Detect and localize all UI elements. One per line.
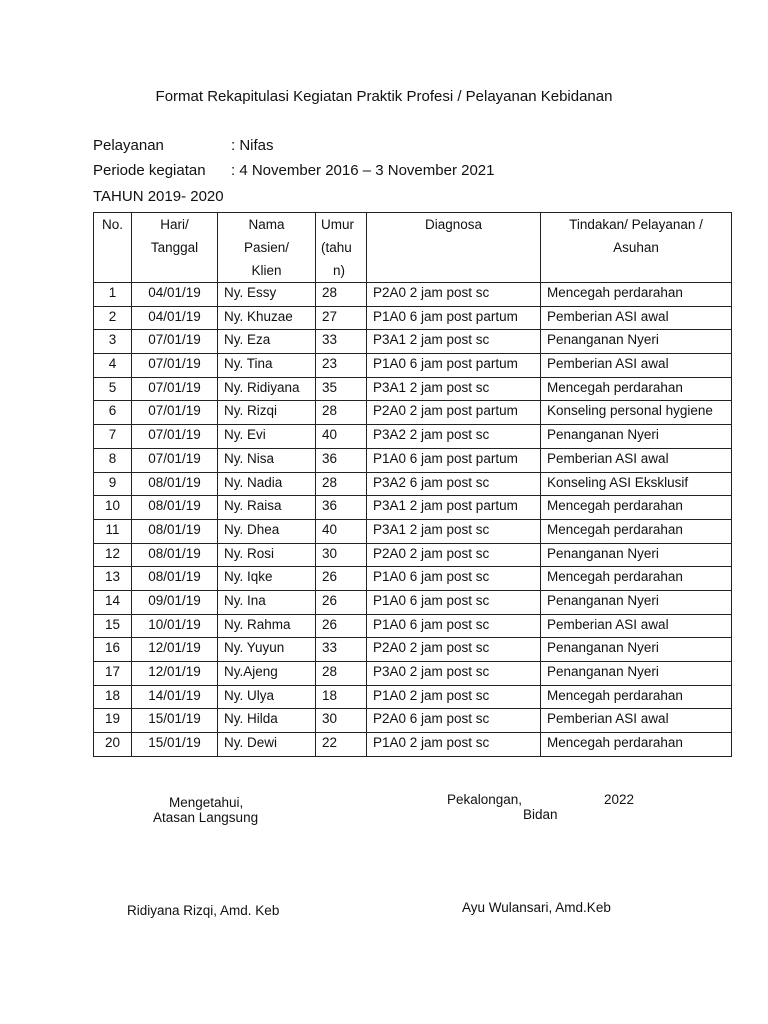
table-row — [94, 590, 732, 614]
table-row — [94, 709, 732, 733]
cell-umur: 22 — [316, 733, 367, 757]
cell-diagnosa: P3A1 2 jam post sc — [367, 330, 541, 354]
cell-no: 15 — [94, 614, 132, 638]
cell-tanggal: 12/01/19 — [132, 638, 218, 662]
cell-tanggal: 08/01/19 — [132, 567, 218, 591]
cell-diagnosa: P1A0 6 jam post partum — [367, 354, 541, 378]
cell-diagnosa: P3A0 2 jam post sc — [367, 662, 541, 686]
cell-nama: Ny. Iqke — [218, 567, 316, 591]
cell-umur: 26 — [316, 567, 367, 591]
cell-no: 4 — [94, 354, 132, 378]
table-row — [94, 733, 732, 757]
document-title: Format Rekapitulasi Kegiatan Praktik Profesi / Pelayanan Kebidanan — [155, 88, 613, 105]
header-nama: Nama Pasien/ Klien — [218, 213, 316, 283]
cell-diagnosa: P3A2 2 jam post sc — [367, 425, 541, 449]
cell-diagnosa: P2A0 2 jam post sc — [367, 283, 541, 307]
cell-nama: Ny.Ajeng — [218, 662, 316, 686]
sig-right-name: Ayu Wulansari, Amd.Keb — [462, 900, 611, 915]
cell-nama: Ny. Rosi — [218, 543, 316, 567]
cell-tanggal: 04/01/19 — [132, 306, 218, 330]
cell-tanggal: 08/01/19 — [132, 496, 218, 520]
cell-tindakan: Konseling personal hygiene — [541, 401, 732, 425]
sig-atasan: Atasan Langsung — [153, 810, 259, 825]
cell-no: 19 — [94, 709, 132, 733]
cell-nama: Ny. Khuzae — [218, 306, 316, 330]
sig-mengetahui: Mengetahui, — [169, 795, 244, 810]
cell-no: 20 — [94, 733, 132, 757]
info-periode — [93, 162, 495, 179]
cell-nama: Ny. Evi — [218, 425, 316, 449]
cell-no: 13 — [94, 567, 132, 591]
table-body — [94, 283, 732, 757]
cell-no: 9 — [94, 472, 132, 496]
cell-diagnosa: P2A0 2 jam post sc — [367, 543, 541, 567]
cell-no: 12 — [94, 543, 132, 567]
cell-tanggal: 07/01/19 — [132, 377, 218, 401]
cell-tanggal: 09/01/19 — [132, 590, 218, 614]
cell-nama: Ny. Rizqi — [218, 401, 316, 425]
cell-tindakan: Mencegah perdarahan — [541, 685, 732, 709]
cell-diagnosa: P2A0 2 jam post sc — [367, 638, 541, 662]
cell-no: 5 — [94, 377, 132, 401]
cell-umur: 30 — [316, 543, 367, 567]
cell-nama: Ny. Rahma — [218, 614, 316, 638]
cell-tanggal: 04/01/19 — [132, 283, 218, 307]
info-tahun: TAHUN 2019- 2020 — [93, 188, 224, 205]
cell-nama: Ny. Tina — [218, 354, 316, 378]
cell-tindakan: Pemberian ASI awal — [541, 354, 732, 378]
table-row — [94, 448, 732, 472]
sig-bidan: Bidan — [523, 807, 558, 822]
cell-tanggal: 07/01/19 — [132, 425, 218, 449]
header-tindakan: Tindakan/ Pelayanan / Asuhan — [541, 213, 732, 283]
cell-diagnosa: P1A0 6 jam post sc — [367, 590, 541, 614]
table-row — [94, 283, 732, 307]
cell-no: 10 — [94, 496, 132, 520]
table-row — [94, 330, 732, 354]
periode-value: : 4 November 2016 – 3 November 2021 — [231, 162, 495, 179]
cell-tindakan: Penanganan Nyeri — [541, 638, 732, 662]
cell-nama: Ny. Hilda — [218, 709, 316, 733]
cell-tanggal: 07/01/19 — [132, 448, 218, 472]
cell-tindakan: Penanganan Nyeri — [541, 425, 732, 449]
cell-tindakan: Penanganan Nyeri — [541, 543, 732, 567]
sig-place: Pekalongan, — [447, 792, 523, 807]
cell-diagnosa: P1A0 6 jam post sc — [367, 567, 541, 591]
rekap-table — [93, 212, 732, 757]
pelayanan-label: Pelayanan — [93, 137, 164, 154]
table-header-row — [94, 213, 732, 283]
cell-no: 17 — [94, 662, 132, 686]
cell-nama: Ny. Nadia — [218, 472, 316, 496]
cell-tanggal: 07/01/19 — [132, 354, 218, 378]
cell-umur: 27 — [316, 306, 367, 330]
cell-no: 16 — [94, 638, 132, 662]
cell-tindakan: Mencegah perdarahan — [541, 496, 732, 520]
table-row — [94, 519, 732, 543]
header-umur: Umur (tahu n) — [316, 213, 367, 283]
cell-diagnosa: P3A1 2 jam post sc — [367, 519, 541, 543]
cell-tanggal: 15/01/19 — [132, 709, 218, 733]
cell-diagnosa: P1A0 6 jam post sc — [367, 614, 541, 638]
cell-umur: 35 — [316, 377, 367, 401]
cell-diagnosa: P1A0 2 jam post sc — [367, 685, 541, 709]
cell-diagnosa: P3A1 2 jam post partum — [367, 496, 541, 520]
table-row — [94, 472, 732, 496]
table-row — [94, 685, 732, 709]
cell-diagnosa: P1A0 6 jam post partum — [367, 448, 541, 472]
header-no: No. — [94, 213, 132, 283]
cell-tindakan: Penanganan Nyeri — [541, 330, 732, 354]
cell-umur: 26 — [316, 614, 367, 638]
cell-diagnosa: P3A1 2 jam post sc — [367, 377, 541, 401]
cell-nama: Ny. Ulya — [218, 685, 316, 709]
cell-umur: 26 — [316, 590, 367, 614]
cell-nama: Ny. Nisa — [218, 448, 316, 472]
cell-diagnosa: P2A0 6 jam post sc — [367, 709, 541, 733]
cell-no: 8 — [94, 448, 132, 472]
table-row — [94, 425, 732, 449]
periode-label: Periode kegiatan — [93, 162, 206, 179]
cell-nama: Ny. Dewi — [218, 733, 316, 757]
table-row — [94, 401, 732, 425]
cell-tindakan: Mencegah perdarahan — [541, 519, 732, 543]
cell-tindakan: Mencegah perdarahan — [541, 283, 732, 307]
cell-umur: 36 — [316, 496, 367, 520]
table-row — [94, 543, 732, 567]
cell-tanggal: 15/01/19 — [132, 733, 218, 757]
cell-umur: 36 — [316, 448, 367, 472]
cell-tindakan: Mencegah perdarahan — [541, 733, 732, 757]
cell-tanggal: 12/01/19 — [132, 662, 218, 686]
cell-diagnosa: P1A0 2 jam post sc — [367, 733, 541, 757]
cell-tindakan: Pemberian ASI awal — [541, 306, 732, 330]
cell-tindakan: Konseling ASI Eksklusif — [541, 472, 732, 496]
cell-umur: 18 — [316, 685, 367, 709]
cell-no: 14 — [94, 590, 132, 614]
cell-diagnosa: P1A0 6 jam post partum — [367, 306, 541, 330]
table-row — [94, 354, 732, 378]
cell-tindakan: Penanganan Nyeri — [541, 662, 732, 686]
header-diagnosa: Diagnosa — [367, 213, 541, 283]
cell-tindakan: Pemberian ASI awal — [541, 709, 732, 733]
cell-tanggal: 07/01/19 — [132, 401, 218, 425]
cell-nama: Ny. Ridiyana — [218, 377, 316, 401]
table-row — [94, 377, 732, 401]
info-pelayanan — [93, 137, 274, 154]
cell-tanggal: 08/01/19 — [132, 472, 218, 496]
cell-umur: 40 — [316, 519, 367, 543]
cell-diagnosa: P3A2 6 jam post sc — [367, 472, 541, 496]
cell-tanggal: 08/01/19 — [132, 519, 218, 543]
table-row — [94, 614, 732, 638]
cell-tanggal: 14/01/19 — [132, 685, 218, 709]
table-row — [94, 306, 732, 330]
cell-tindakan: Pemberian ASI awal — [541, 448, 732, 472]
cell-no: 3 — [94, 330, 132, 354]
cell-nama: Ny. Eza — [218, 330, 316, 354]
cell-nama: Ny. Raisa — [218, 496, 316, 520]
table-row — [94, 662, 732, 686]
cell-umur: 28 — [316, 472, 367, 496]
table-row — [94, 567, 732, 591]
cell-tanggal: 08/01/19 — [132, 543, 218, 567]
cell-nama: Ny. Dhea — [218, 519, 316, 543]
sig-left-name: Ridiyana Rizqi, Amd. Keb — [127, 903, 280, 918]
table-row — [94, 638, 732, 662]
header-tanggal: Hari/ Tanggal — [132, 213, 218, 283]
cell-tanggal: 07/01/19 — [132, 330, 218, 354]
cell-tindakan: Pemberian ASI awal — [541, 614, 732, 638]
cell-umur: 28 — [316, 283, 367, 307]
cell-umur: 28 — [316, 401, 367, 425]
table-row — [94, 496, 732, 520]
cell-no: 7 — [94, 425, 132, 449]
cell-nama: Ny. Essy — [218, 283, 316, 307]
cell-umur: 40 — [316, 425, 367, 449]
cell-umur: 23 — [316, 354, 367, 378]
pelayanan-value: : Nifas — [231, 137, 274, 154]
cell-tindakan: Mencegah perdarahan — [541, 567, 732, 591]
cell-tindakan: Mencegah perdarahan — [541, 377, 732, 401]
sig-year: 2022 — [604, 792, 635, 807]
cell-tanggal: 10/01/19 — [132, 614, 218, 638]
cell-umur: 33 — [316, 638, 367, 662]
cell-no: 2 — [94, 306, 132, 330]
cell-nama: Ny. Yuyun — [218, 638, 316, 662]
cell-no: 6 — [94, 401, 132, 425]
cell-tindakan: Penanganan Nyeri — [541, 590, 732, 614]
cell-diagnosa: P2A0 2 jam post partum — [367, 401, 541, 425]
cell-no: 18 — [94, 685, 132, 709]
cell-umur: 33 — [316, 330, 367, 354]
cell-no: 1 — [94, 283, 132, 307]
cell-umur: 30 — [316, 709, 367, 733]
cell-no: 11 — [94, 519, 132, 543]
cell-umur: 28 — [316, 662, 367, 686]
cell-nama: Ny. Ina — [218, 590, 316, 614]
